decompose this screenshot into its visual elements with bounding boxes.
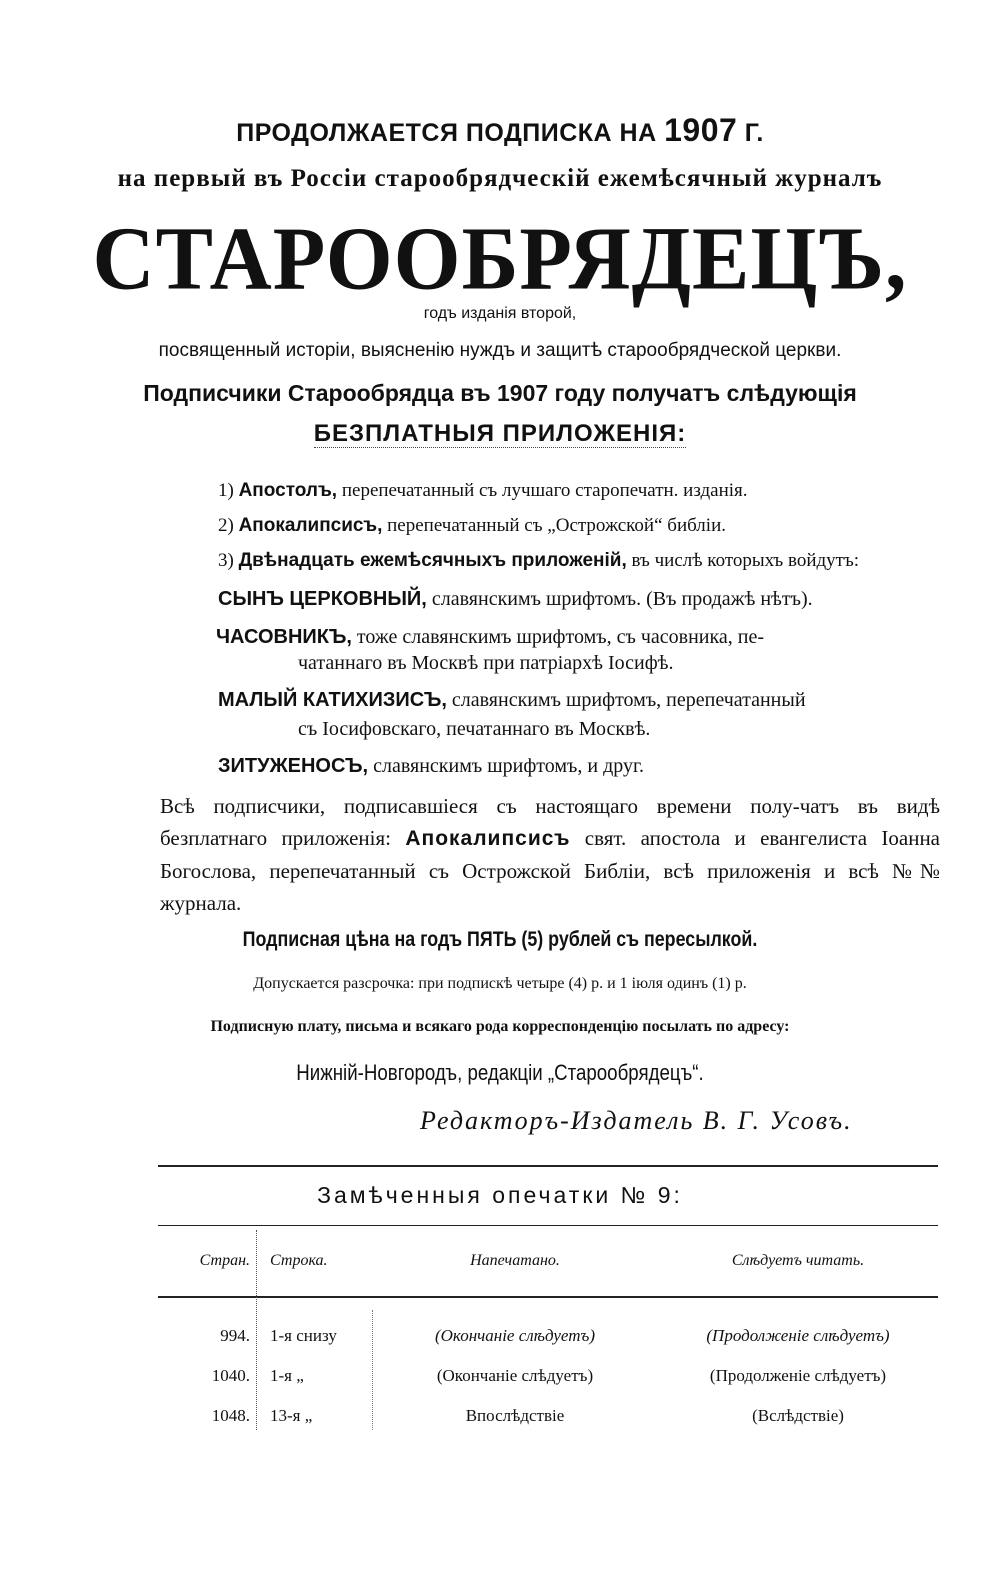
paragraph-text-a: Всѣ подписчики, подписавшіеся съ настоящаго времени полу-чатъ въ видѣ безплатнаго приложенія: [160, 794, 940, 850]
table-row [158, 1326, 938, 1366]
divider [158, 1165, 938, 1167]
subscription-price: Подписная цѣна на годъ ПЯТЬ (5) рублей съ пересылкой. [242, 928, 758, 951]
item-text: славянскимъ шрифтомъ, перепечатанный [451, 689, 806, 711]
item-text: въ числѣ которыхъ войдутъ: [631, 550, 860, 571]
paragraph-text-b: свят. апостола и евангелиста Іоанна Богослова, перепечатанный съ Острожской Библіи, всѣ приложенія и всѣ №№ журнала. [160, 826, 940, 915]
postal-address: Нижній-Новгородъ, редакціи „Старообрядецъ“. [296, 1060, 704, 1085]
item-name: Апостолъ, [238, 480, 338, 501]
supplement-item [218, 550, 1000, 572]
item-text: тоже славянскимъ шрифтомъ, съ часовника, пе- [356, 626, 765, 648]
page-cell: 994. [220, 1326, 250, 1345]
supplement-item [218, 515, 1000, 537]
subscribers-paragraph [160, 790, 940, 919]
item-name: ЗИТУЖЕНОСЪ, [218, 755, 369, 777]
free-supplements-heading [0, 420, 1000, 448]
installments-note: Допускается разсрочка: при подпискѣ четыре (4) р. и 1 іюля одинъ (1) р. [253, 975, 747, 992]
journal-title: СТАРООБРЯДЕЦЪ, [92, 207, 908, 309]
item-name: МАЛЫЙ КАТИХИЗИСЪ, [218, 689, 447, 711]
supplement-item [218, 588, 1000, 611]
table-row [158, 1366, 938, 1406]
header-page: Стран. [199, 1252, 250, 1269]
journal-description: на первый въ Россіи старообрядческій ежемѣсячный журналъ [117, 165, 883, 192]
header-printed: Напечатано. [470, 1252, 560, 1269]
item-name: ЧАСОВНИКЪ, [216, 626, 352, 648]
supplement-item [218, 480, 1000, 502]
table-header-divider [158, 1296, 938, 1298]
subscribers-line: Подписчики Старообрядца въ 1907 году получатъ слѣдующія [143, 380, 857, 406]
errata-header-row [158, 1252, 938, 1292]
item-continuation: съ Іосифовскаго, печатаннаго въ Москвѣ. [298, 718, 651, 740]
item-text: славянскимъ шрифтомъ, и друг. [373, 755, 644, 777]
line-cell: 13-я „ [270, 1406, 313, 1425]
column-separator [256, 1230, 257, 1430]
table-row [158, 1406, 938, 1446]
column-separator [372, 1310, 373, 1430]
item-name: Апокалипсисъ, [238, 515, 383, 536]
page-cell: 1040. [211, 1366, 250, 1385]
printed-cell: Впослѣдствіе [465, 1406, 565, 1425]
supplement-item [218, 689, 1000, 712]
line-cell: 1-я снизу [270, 1326, 337, 1345]
announcement-suffix: Г. [744, 119, 764, 147]
paragraph-apocalypse: Апокалипсисъ [405, 827, 571, 850]
divider [158, 1225, 938, 1226]
supplement-item [216, 626, 1000, 649]
should-read-cell: (Продолженіе слѣдуетъ) [709, 1366, 887, 1385]
errata-title: Замѣченныя опечатки № 9: [317, 1182, 683, 1208]
item-number: 3) [218, 550, 234, 571]
payment-note: Подписную плату, письма и всякаго рода корреспонденцію посылать по адресу: [210, 1018, 790, 1035]
should-read-cell: (Вслѣдствіе) [752, 1406, 844, 1425]
dedication: посвященный исторіи, выясненію нуждъ и защитѣ старообрядческой церкви. [158, 340, 842, 361]
header-line: Строка. [270, 1252, 328, 1269]
item-number: 1) [218, 480, 234, 501]
item-name: СЫНЪ ЦЕРКОВНЫЙ, [218, 588, 427, 610]
page-cell: 1048. [211, 1406, 250, 1425]
item-text: перепечатанный съ „Острожской“ библіи. [387, 515, 726, 536]
printed-cell: (Окончаніе слѣдуетъ) [434, 1326, 596, 1345]
announcement-year: 1907 [664, 112, 738, 148]
printed-cell: (Окончаніе слѣдуетъ) [436, 1366, 594, 1385]
item-text: славянскимъ шрифтомъ. (Въ продажѣ нѣтъ). [431, 588, 813, 610]
header-should-read: Слѣдуетъ читать. [731, 1252, 865, 1269]
year-of-issue: годъ изданія второй, [423, 305, 577, 322]
item-continuation: чатаннаго въ Москвѣ при патріархѣ Іосифѣ. [298, 652, 674, 674]
subscription-announcement [0, 112, 1000, 149]
should-read-cell: (Продолженіе слѣдуетъ) [706, 1326, 890, 1345]
item-name: Двѣнадцать ежемѣсячныхъ приложеній, [238, 550, 627, 571]
line-cell: 1-я „ [270, 1366, 304, 1385]
editor-signature: Редакторъ-Издатель В. Г. Усовъ. [420, 1106, 853, 1135]
item-number: 2) [218, 515, 234, 536]
free-supplements-label: БЕЗПЛАТНЫЯ ПРИЛОЖЕНІЯ: [313, 420, 687, 447]
announcement-text: ПРОДОЛЖАЕТСЯ ПОДПИСКА НА [236, 119, 657, 147]
item-text: перепечатанный съ лучшаго старопечатн. изданія. [341, 480, 748, 501]
supplement-item [218, 755, 1000, 778]
